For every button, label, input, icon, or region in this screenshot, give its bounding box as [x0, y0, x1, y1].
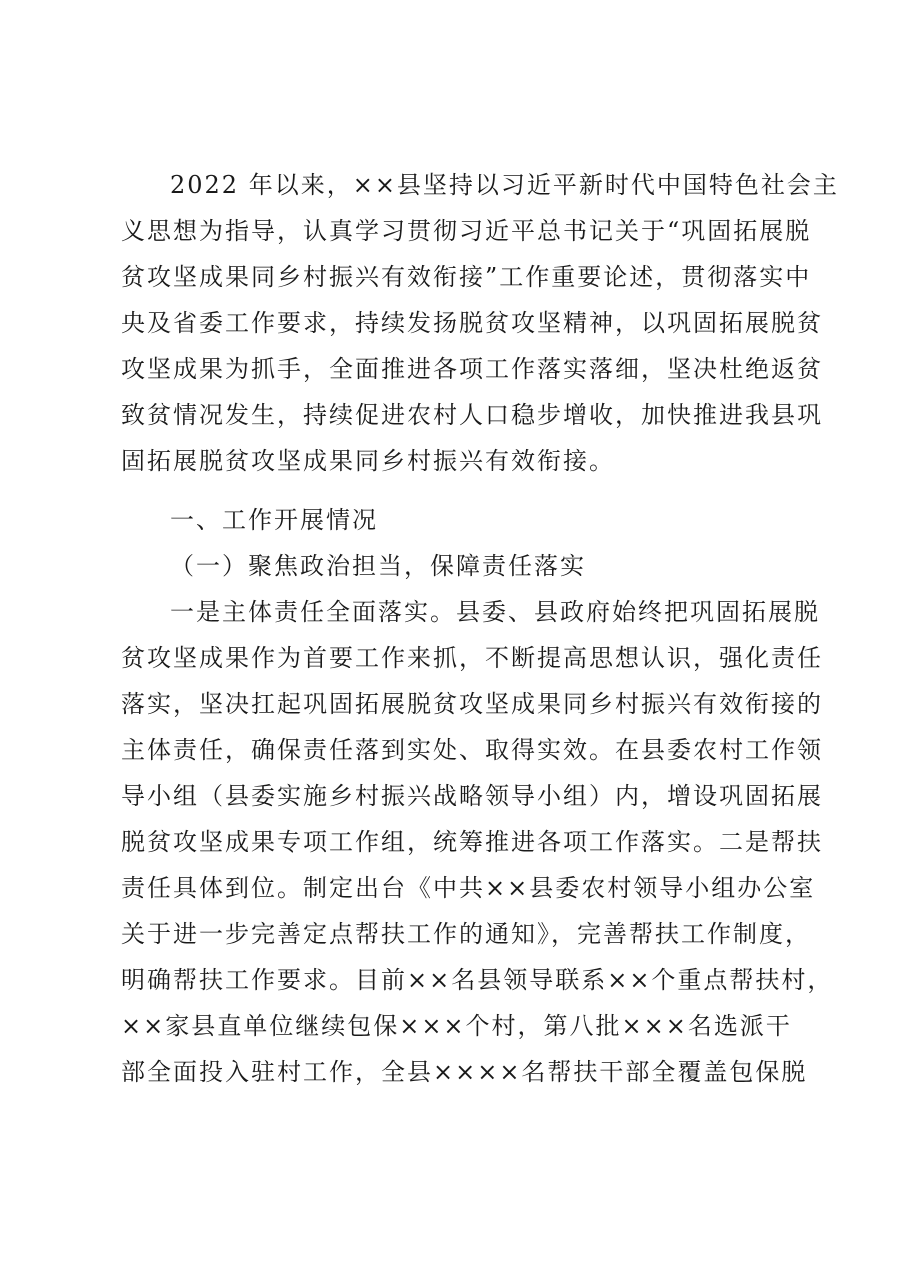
- intro-line: 贫攻坚成果同乡村振兴有效衔接”工作重要论述，贯彻落实中: [121, 263, 812, 291]
- body-line: 责任具体到位。制定出台《中共××县委农村领导小组办公室: [121, 874, 816, 902]
- body-line: 导小组（县委实施乡村振兴战略领导小组）内，增设巩固拓展: [121, 782, 823, 810]
- intro-line: 固拓展脱贫攻坚成果同乡村振兴有效衔接。: [121, 447, 615, 475]
- section-heading: 一、工作开展情况: [170, 506, 378, 534]
- intro-line: 攻坚成果为抓手，全面推进各项工作落实落细，坚决杜绝返贫: [121, 355, 823, 383]
- intro-line: 2022 年以来，××县坚持以习近平新时代中国特色社会主: [170, 171, 839, 199]
- body-line: 部全面投入驻村工作，全县××××名帮扶干部全覆盖包保脱: [121, 1058, 808, 1086]
- body-line: 脱贫攻坚成果专项工作组，统筹推进各项工作落实。二是帮扶: [121, 828, 823, 856]
- body-line: ××家县直单位继续包保×××个村，第八批×××名选派干: [121, 1012, 792, 1040]
- intro-line: 央及省委工作要求，持续发扬脱贫攻坚精神，以巩固拓展脱贫: [121, 309, 823, 337]
- intro-line: 义思想为指导，认真学习贯彻习近平总书记关于“巩固拓展脱: [121, 217, 812, 245]
- subsection-heading: （一）聚焦政治担当，保障责任落实: [170, 552, 586, 580]
- body-line: 落实，坚决扛起巩固拓展脱贫攻坚成果同乡村振兴有效衔接的: [121, 690, 823, 718]
- intro-line: 致贫情况发生，持续促进农村人口稳步增收，加快推进我县巩: [121, 401, 823, 429]
- body-line: 一是主体责任全面落实。县委、县政府始终把巩固拓展脱: [170, 598, 820, 626]
- body-line: 关于进一步完善定点帮扶工作的通知》，完善帮扶工作制度，: [121, 920, 811, 948]
- body-line: 明确帮扶工作要求。目前××名县领导联系××个重点帮扶村，: [121, 966, 834, 994]
- body-line: 主体责任，确保责任落到实处、取得实效。在县委农村工作领: [121, 736, 823, 764]
- body-line: 贫攻坚成果作为首要工作来抓，不断提高思想认识，强化责任: [121, 644, 823, 672]
